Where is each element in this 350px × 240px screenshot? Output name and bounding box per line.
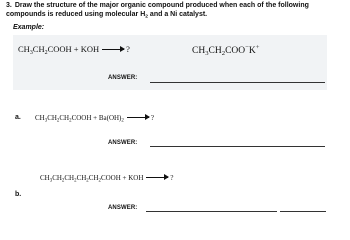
part-a-label: a.	[15, 114, 21, 121]
part-b-equation: $CH_3CH_2CH_2CH_2CH_2COOH$ + KOH ?	[40, 174, 174, 184]
part-b-answer-line[interactable]	[146, 211, 277, 212]
part-b-product-placeholder: ?	[170, 174, 174, 182]
question-text	[6, 2, 344, 19]
reaction-arrow-icon	[102, 49, 124, 50]
example-equation: $CH_3CH_2COOH$ + KOH ?	[18, 44, 130, 56]
question-line-2: compounds is reduced using molecular $H_2$ and a Ni catalyst.	[6, 10, 208, 19]
example-product-placeholder: ?	[126, 44, 130, 54]
reaction-arrow-icon	[127, 117, 149, 118]
example-answer-line	[150, 82, 325, 83]
part-b-label: b.	[15, 191, 22, 198]
part-a-product-placeholder: ?	[150, 114, 154, 122]
question-line-1: Draw the structure of the major organic compound produced when each of the following	[14, 2, 309, 9]
example-answer-label: ANSWER:	[108, 75, 138, 81]
part-a-answer-line[interactable]	[150, 146, 325, 147]
part-b-answer-line-extra[interactable]	[280, 211, 326, 212]
example-answer-structure: $CH_3CH_2COO^-K^+$	[192, 44, 260, 57]
question-number: 3.	[6, 2, 12, 9]
part-b-answer-label: ANSWER:	[108, 205, 138, 211]
reaction-arrow-icon	[146, 177, 168, 178]
part-a-answer-label: ANSWER:	[108, 140, 138, 146]
part-a-equation: $CH_3CH_2CH_2COOH + Ba(OH)_2$ ?	[35, 114, 154, 124]
example-label: Example:	[13, 24, 45, 31]
